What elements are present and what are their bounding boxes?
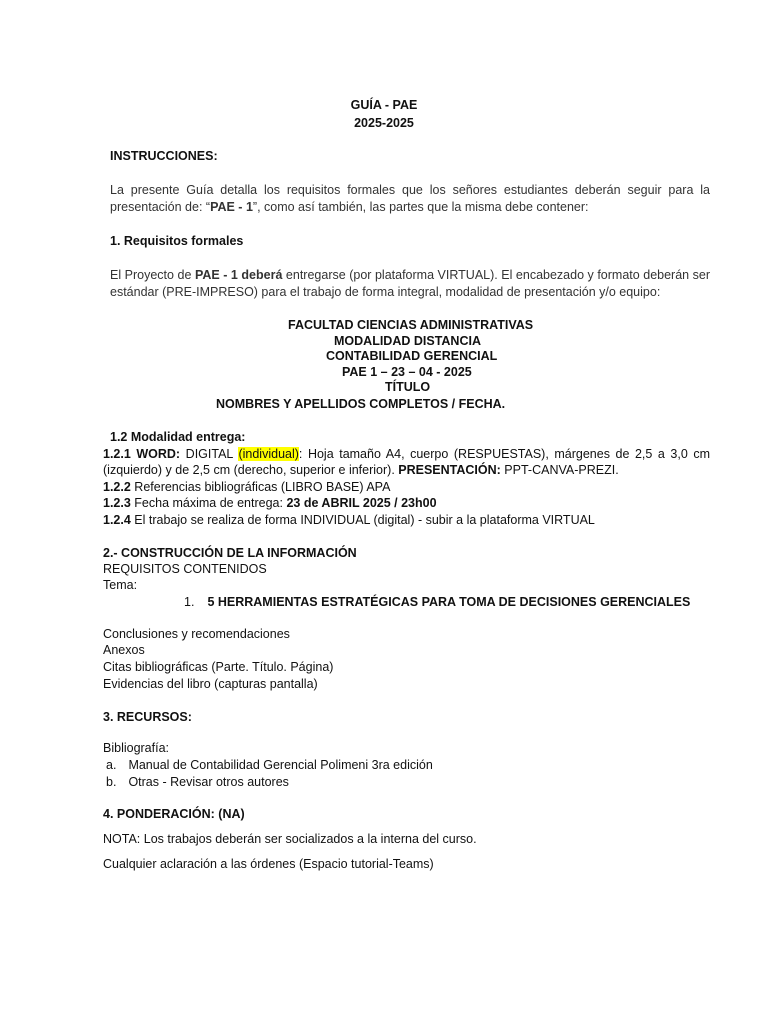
ponderacion-heading: 4. PONDERACIÓN: (NA) <box>103 807 245 821</box>
encabezado-pae: PAE 1 – 23 – 04 - 2025 <box>342 365 472 379</box>
tema-label: Tema: <box>103 578 138 592</box>
contenido-citas: Citas bibliográficas (Parte. Título. Página) <box>103 660 334 674</box>
modalidad-item-4: 1.2.4 El trabajo se realiza de forma INDIVIDUAL (digital) - subir a la plataforma VIRTUAL <box>103 513 595 527</box>
encabezado-facultad: FACULTAD CIENCIAS ADMINISTRATIVAS <box>288 318 534 332</box>
encabezado-materia: CONTABILIDAD GERENCIAL <box>326 349 498 363</box>
tema-item: 1. 5 HERRAMIENTAS ESTRATÉGICAS PARA TOMA DE DECISIONES GERENCIALES <box>184 595 691 609</box>
encabezado-nombres: NOMBRES Y APELLIDOS COMPLETOS / FECHA. <box>216 397 506 411</box>
contenido-anexos: Anexos <box>103 643 145 657</box>
modalidad-item-1-line1: 1.2.1 WORD: DIGITAL (individual): Hoja tamaño A4, cuerpo (RESPUESTAS), márgenes de 2,5 a 3,0 cm <box>103 447 711 461</box>
requisitos-paragraph-line2: estándar (PRE-IMPRESO) para el trabajo de forma integral, modalidad de presentación y/o equipo: <box>110 285 661 299</box>
requisitos-heading: 1. Requisitos formales <box>110 234 244 248</box>
nota-line: NOTA: Los trabajos deberán ser socializados a la interna del curso. <box>103 832 477 846</box>
bibliografia-item-b: b. Otras - Revisar otros autores <box>106 775 289 789</box>
instrucciones-heading: INSTRUCCIONES: <box>110 149 218 163</box>
requisitos-contenidos: REQUISITOS CONTENIDOS <box>103 562 267 576</box>
encabezado-titulo: TÍTULO <box>385 380 431 394</box>
modalidad-item-2: 1.2.2 Referencias bibliográficas (LIBRO BASE) APA <box>103 480 391 494</box>
contenido-evidencias: Evidencias del libro (capturas pantalla) <box>103 677 318 691</box>
bibliografia-item-a: a. Manual de Contabilidad Gerencial Polimeni 3ra edición <box>106 758 433 772</box>
modalidad-item-3: 1.2.3 Fecha máxima de entrega: 23 de ABRIL 2025 / 23h00 <box>103 496 437 510</box>
modalidad-heading: 1.2 Modalidad entrega: <box>110 430 246 444</box>
construccion-heading: 2.- CONSTRUCCIÓN DE LA INFORMACIÓN <box>103 546 357 560</box>
requisitos-paragraph-line1: El Proyecto de PAE - 1 deberá entregarse (por plataforma VIRTUAL). El encabezado y formato deberán ser <box>110 268 711 282</box>
highlight-individual: (individual) <box>238 447 299 461</box>
document-year: 2025-2025 <box>354 116 414 130</box>
document-title: GUÍA - PAE <box>350 98 418 112</box>
encabezado-modalidad: MODALIDAD DISTANCIA <box>334 334 481 348</box>
instrucciones-paragraph-line1: La presente Guía detalla los requisitos formales que los señores estudiantes deberán seguir para la <box>110 183 710 197</box>
aclaracion-line: Cualquier aclaración a las órdenes (Espacio tutorial-Teams) <box>103 857 434 871</box>
bibliografia-label: Bibliografía: <box>103 741 170 755</box>
instrucciones-paragraph-line2: presentación de: “PAE - 1”, como así también, las partes que la misma debe contener: <box>110 200 589 214</box>
contenido-conclusiones: Conclusiones y recomendaciones <box>103 627 290 641</box>
recursos-heading: 3. RECURSOS: <box>103 710 192 724</box>
modalidad-item-1-line2: (izquierdo) y de 2,5 cm (derecho, superior e inferior). PRESENTACIÓN: PPT-CANVA-PREZI. <box>103 463 619 477</box>
